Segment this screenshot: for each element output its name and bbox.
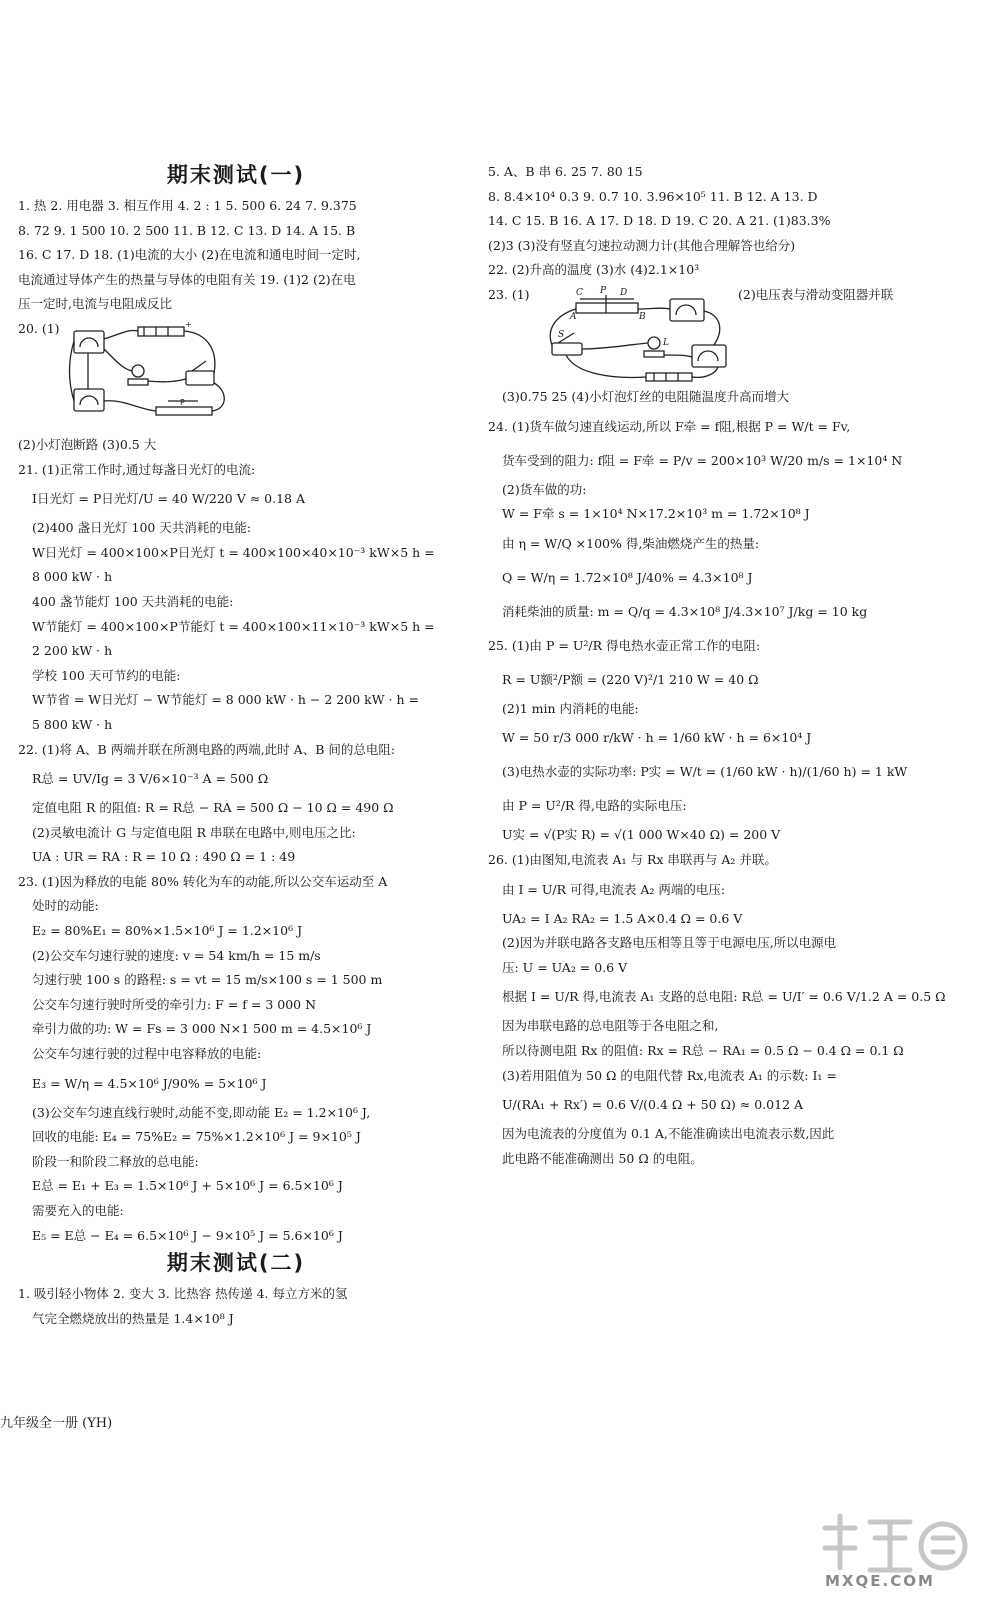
q25-line: 25. (1)由 P = U²/R 得电热水壶正常工作的电阻:	[488, 637, 761, 653]
q24-formula: 消耗柴油的质量: m = Q/q = 4.3×10⁸ J/4.3×10⁷ J/kg = 10 kg	[502, 603, 868, 619]
answer-line: 1. 吸引轻小物体 2. 变大 3. 比热容 热传递 4. 每立方米的氢	[18, 1286, 348, 1302]
q22-line: 22. (1)将 A、B 两端并联在所测电路的两端,此时 A、B 间的总电阻:	[18, 741, 396, 757]
q21-formula: W节省 = W日光灯 − W节能灯 = 8 000 kW · h − 2 200 kW · h =	[32, 692, 419, 708]
q23-line: (3)公交车匀速直线行驶时,动能不变,即动能 E₂ = 1.2×10⁶ J,	[32, 1104, 371, 1120]
fig-label-c: C	[576, 287, 583, 298]
q23-line: 处时的动能:	[32, 898, 99, 914]
q20-label: 20. (1)	[18, 320, 60, 336]
q25-formula: W = 50 r/3 000 r/kW · h = 1/60 kW · h = 6×10⁴ J	[502, 730, 812, 746]
q26-line: 因为电流表的分度值为 0.1 A,不能准确读出电流表示数,因此	[502, 1126, 835, 1142]
q23-line: 23. (1)因为释放的电能 80% 转化为车的动能,所以公交车运动至 A	[18, 873, 388, 889]
q23-line: 匀速行驶 100 s 的路程: s = vt = 15 m/s×100 s = 1 500 m	[32, 972, 383, 988]
q23-circuit-diagram	[536, 285, 736, 383]
q26-formula: 所以待测电阻 Rx 的阻值: Rx = R总 − RA₁ = 0.5 Ω − 0.4 Ω = 0.1 Ω	[502, 1042, 904, 1058]
answer-line: 1. 热 2. 用电器 3. 相互作用 4. 2 : 1 5. 500 6. 24 7. 9.375	[18, 198, 357, 213]
fig-label-s: S	[558, 329, 565, 340]
q23-line: 阶段一和阶段二释放的总电能:	[32, 1153, 199, 1169]
q22-line: 定值电阻 R 的阻值: R = R总 − RA = 500 Ω − 10 Ω = 490 Ω	[32, 800, 394, 816]
q26-formula: 根据 I = U/R 得,电流表 A₁ 支路的总电阻: R总 = U/I′ = 0.6 V/1.2 A = 0.5 Ω	[502, 989, 946, 1005]
q25-line: 由 P = U²/R 得,电路的实际电压:	[502, 798, 687, 814]
q23-side-answer: (2)电压表与滑动变阻器并联	[738, 286, 894, 302]
q20-answer: (2)小灯泡断路 (3)0.5 大	[18, 436, 157, 452]
q21-formula: W节能灯 = 400×100×P节能灯 t = 400×100×11×10⁻³ kW×5 h =	[32, 618, 435, 634]
q21-line: 21. (1)正常工作时,通过每盏日光灯的电流:	[18, 461, 256, 477]
q23-formula: E₅ = E总 − E₄ = 6.5×10⁶ J − 9×10⁵ J = 5.6×10⁶ J	[32, 1227, 343, 1243]
q26-line: 因为串联电路的总电阻等于各电阻之和,	[502, 1018, 719, 1034]
section-title-exam-2: 期末测试(二)	[166, 1251, 306, 1276]
q23-line: 需要充入的电能:	[32, 1203, 124, 1218]
left-column	[18, 160, 454, 1331]
fig-label-l: L	[663, 337, 669, 348]
q24-formula: W = F牵 s = 1×10⁴ N×17.2×10³ m = 1.72×10⁸ J	[502, 506, 810, 522]
q22-formula: UA : UR = RA : R = 10 Ω : 490 Ω = 1 : 49	[32, 849, 296, 865]
q23-line: 回收的电能: E₄ = 75%E₂ = 75%×1.2×10⁶ J = 9×10⁵ J	[32, 1129, 361, 1145]
q21-line: 8 000 kW · h	[32, 569, 113, 585]
answer-line: 电流通过导体产生的热量与导体的电阻有关 19. (1)2 (2)在电	[18, 271, 356, 287]
q25-formula: R = U额²/P额 = (220 V)²/1 210 W = 40 Ω	[502, 671, 759, 687]
q23-line: 公交车匀速行驶的过程中电容释放的电能:	[32, 1046, 262, 1062]
q20-figure-block	[18, 317, 454, 433]
q26-line: 此电路不能准确测出 50 Ω 的电阻。	[502, 1150, 703, 1166]
q24-line: 由 η = W/Q ×100% 得,柴油燃烧产生的热量:	[502, 535, 760, 551]
q26-line: (2)因为并联电路各支路电压相等且等于电源电压,所以电源电	[502, 935, 837, 951]
answer-line: 5. A、B 串 6. 25 7. 80 15	[488, 164, 643, 179]
q23-label: 23. (1)	[488, 286, 530, 302]
q23-line: 公交车匀速行驶时所受的牵引力: F = f = 3 000 N	[32, 996, 317, 1012]
fig-label-p: P	[600, 285, 607, 296]
answer-line: 8. 8.4×10⁴ 0.3 9. 0.7 10. 3.96×10⁵ 11. B 12. A 13. D	[488, 188, 818, 204]
page-footer: 九年级全一册 (YH)	[0, 1416, 113, 1431]
q22-line: (2)灵敏电流计 G 与定值电阻 R 串联在电路中,则电压之比:	[32, 824, 356, 840]
svg-text:+: +	[185, 320, 192, 329]
q23-formula: E总 = E₁ + E₃ = 1.5×10⁶ J + 5×10⁶ J = 6.5×10⁶ J	[32, 1178, 343, 1194]
right-column	[488, 160, 978, 1171]
q20-circuit-diagram	[68, 321, 243, 429]
q26-line: 由 I = U/R 可得,电流表 A₂ 两端的电压:	[502, 881, 726, 897]
fig-label-b: B	[639, 311, 646, 322]
answer-line: 气完全燃烧放出的热量是 1.4×10⁸ J	[32, 1310, 234, 1326]
q22-formula: R总 = UV/Ig = 3 V/6×10⁻³ A = 500 Ω	[32, 771, 269, 787]
q24-line: (2)货车做的功:	[502, 481, 587, 497]
q26-formula: UA₂ = I A₂ RA₂ = 1.5 A×0.4 Ω = 0.6 V	[502, 910, 743, 926]
q25-formula: (3)电热水壶的实际功率: P实 = W/t = (1/60 kW · h)/(1/60 h) = 1 kW	[502, 764, 908, 780]
answer-line: 16. C 17. D 18. (1)电流的大小 (2)在电流和通电时间一定时,	[18, 247, 361, 263]
q26-line: (3)若用阻值为 50 Ω 的电阻代替 Rx,电流表 A₁ 的示数: I₁ =	[502, 1067, 837, 1083]
q23-formula: E₃ = W/η = 4.5×10⁶ J/90% = 5×10⁶ J	[32, 1075, 267, 1091]
watermark-text: MXQE.COM	[825, 1572, 935, 1590]
q23-answer: (3)0.75 25 (4)小灯泡灯丝的电阻随温度升高而增大	[502, 388, 790, 404]
q26-formula: U/(RA₁ + Rx′) = 0.6 V/(0.4 Ω + 50 Ω) ≈ 0.012 A	[502, 1097, 804, 1113]
q24-line: 24. (1)货车做匀速直线运动,所以 F牵 = f阻,根据 P = W/t = Fv,	[488, 418, 851, 434]
q23-line: (2)公交车匀速行驶的速度: v = 54 km/h = 15 m/s	[32, 947, 321, 963]
q23-line: 牵引力做的功: W = Fs = 3 000 N×1 500 m = 4.5×10⁶ J	[32, 1021, 372, 1037]
q21-line: 5 800 kW · h	[32, 716, 113, 732]
fig-label-d: D	[620, 287, 628, 298]
svg-text:P: P	[180, 397, 185, 407]
q24-formula: 货车受到的阻力: f阻 = F牵 = P/v = 200×10³ W/20 m/s = 1×10⁴ N	[502, 452, 903, 468]
q23-figure-block	[488, 283, 978, 385]
q21-line: (2)400 盏日光灯 100 天共消耗的电能:	[32, 520, 252, 536]
q21-line: 学校 100 天可节约的电能:	[32, 667, 181, 683]
q21-formula: I日光灯 = P日光灯/U = 40 W/220 V ≈ 0.18 A	[32, 491, 305, 507]
answer-line: 14. C 15. B 16. A 17. D 18. D 19. C 20. A 21. (1)83.3%	[488, 213, 831, 229]
q21-formula: W日光灯 = 400×100×P日光灯 t = 400×100×40×10⁻³ kW×5 h =	[32, 544, 435, 560]
q26-line: 26. (1)由图知,电流表 A₁ 与 Rx 串联再与 A₂ 并联。	[488, 851, 777, 867]
q25-line: (2)1 min 内消耗的电能:	[502, 700, 639, 716]
q23-formula: E₂ = 80%E₁ = 80%×1.5×10⁶ J = 1.2×10⁶ J	[32, 923, 303, 939]
answer-line: 22. (2)升高的温度 (3)水 (4)2.1×10³	[488, 262, 700, 278]
answer-line: 8. 72 9. 1 500 10. 2 500 11. B 12. C 13. D 14. A 15. B	[18, 222, 356, 238]
q24-formula: Q = W/η = 1.72×10⁸ J/40% = 4.3×10⁸ J	[502, 569, 753, 585]
fig-label-a: A	[570, 311, 577, 322]
section-title-exam-1: 期末测试(一)	[166, 163, 306, 187]
q21-line: 2 200 kW · h	[32, 643, 113, 659]
answer-line: (2)3 (3)没有竖直匀速拉动测力计(其他合理解答也给分)	[488, 237, 796, 253]
q21-line: 400 盏节能灯 100 天共消耗的电能:	[32, 593, 234, 609]
answer-line: 压一定时,电流与电阻成反比	[18, 296, 172, 312]
q26-line: 压: U = UA₂ = 0.6 V	[502, 959, 628, 975]
q25-formula: U实 = √(P实 R) = √(1 000 W×40 Ω) = 200 V	[502, 827, 781, 843]
